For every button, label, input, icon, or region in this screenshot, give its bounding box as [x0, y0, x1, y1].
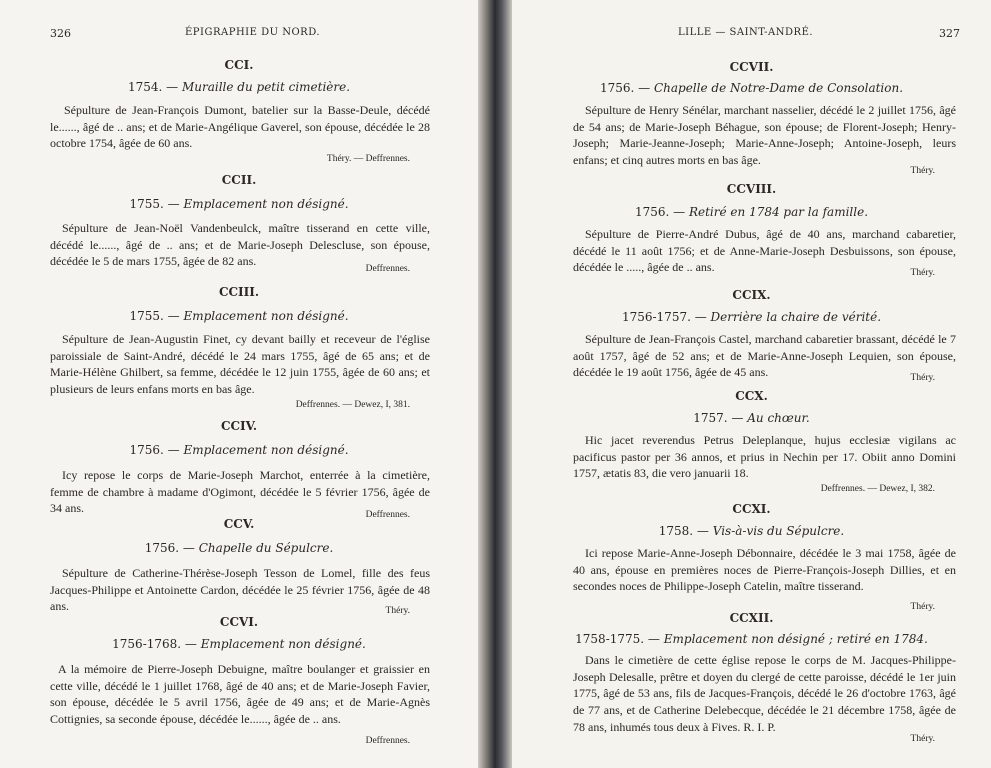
entry-date: 1754. [127, 80, 163, 94]
entry-signature: Théry. [910, 602, 935, 612]
entry-signature: Théry. [910, 373, 935, 383]
entry-signature: Deffrennes. [365, 264, 410, 274]
entry-location: Emplacement non désigné ; retiré en 1784. [663, 632, 928, 646]
entry-heading: 1756-1768. — Emplacement non désigné. [112, 637, 366, 651]
entry-heading: 1756. — Retiré en 1784 par la famille. [634, 205, 869, 219]
page-number: 327 [939, 27, 960, 40]
entry-date: 1756. [634, 205, 670, 219]
entry-text: Sépulture de Jean-Augustin Finet, cy devant bailly et receveur de l'église paroissiale de Saint-André, décédé le 24 mars 1755, âgé de 65 ans; et de Marie-Hélène Ghilbert, sa femme, décédée le 12 juin 1755, âgée de 60 ans; et plusieurs de leurs enfans morts en bas âge. [50, 332, 430, 397]
entry-date: 1756-1757. [621, 310, 691, 324]
entry-numeral: CCVI. [219, 615, 259, 629]
entry-location: Vis-à-vis du Sépulcre. [712, 524, 845, 538]
entry-numeral: CCX. [735, 389, 768, 403]
entry-text: Sépulture de Pierre-André Dubus, âgé de 40 ans, marchand cabaretier, décédé le 11 août 1756; et de Anne-Marie-Joseph Desbuissons, son épouse, décédée le ....., âgée de .. ans. [573, 227, 956, 275]
entry-numeral: CCIII. [218, 285, 260, 299]
page-number: 326 [50, 27, 71, 40]
entry-signature: Théry. [910, 268, 935, 278]
entry-location: Chapelle du Sépulcre. [198, 541, 334, 555]
entry-text: Sépulture de Henry Sénélar, marchant nasselier, décédé le 2 juillet 1756, âgé de 54 ans; de Marie-Joseph Béhague, son épouse; de Florent-Joseph; Henry-Joseph; Marie-Jeanne-Joseph; Marie-Anne-Joseph; Antoine-Joseph, leurs enfans; et cinq autres morts en bas âge. [573, 103, 956, 168]
entry-heading: 1757. — Au chœur. [693, 411, 810, 425]
entry-date: 1758-1775. [575, 632, 645, 646]
entry-signature: Deffrennes. [365, 736, 410, 746]
entry-heading: 1756-1757. — Derrière la chaire de vérité. [621, 310, 882, 324]
entry-signature: Deffrennes. — Dewez, I, 382. [820, 484, 935, 494]
entry-text: Sépulture de Jean-Noël Vandenbeulck, maître tisserand en cette ville, décédé le......, âgé de .. ans; et de Marie-Joseph Delescluse, son épouse, décédée le 5 de mars 1755, âgée de 82 ans. [50, 221, 430, 269]
book-gutter [478, 0, 512, 768]
running-head: LILLE — SAINT-ANDRÉ. [678, 27, 814, 38]
entry-location: Emplacement non désigné. [200, 637, 366, 651]
entry-location: Emplacement non désigné. [183, 443, 349, 457]
entry-numeral: CCII. [221, 173, 257, 187]
entry-date: 1757. [693, 411, 728, 425]
entry-date: 1755. [129, 309, 164, 323]
right-page [512, 0, 991, 768]
entry-text: Hic jacet reverendus Petrus Deleplanque, hujus ecclesiæ vigilans ac pacificus pastor per 36 annos, et prius in Nechin per 17. Obiit anno Domini 1757, ætatis 83, die vero januarii 18. [573, 433, 956, 481]
entry-signature: Deffrennes. — Dewez, I, 381. [295, 400, 410, 410]
entry-location: Chapelle de Notre-Dame de Consolation. [653, 81, 904, 95]
entry-location: Retiré en 1784 par la famille. [688, 205, 869, 219]
entry-location: Derrière la chaire de vérité. [710, 310, 882, 324]
entry-heading: 1756. — Chapelle du Sépulcre. [144, 541, 334, 555]
entry-numeral: CCVIII. [726, 182, 777, 196]
entry-signature: Deffrennes. [365, 510, 410, 520]
entry-location: Emplacement non désigné. [183, 309, 349, 323]
entry-heading: 1758-1775. — Emplacement non désigné ; retiré en 1784. [575, 632, 928, 646]
left-page [0, 0, 478, 768]
entry-heading: 1754. — Muraille du petit cimetière. [127, 80, 351, 94]
entry-heading: 1756. — Chapelle de Notre-Dame de Consolation. [599, 81, 904, 95]
entry-date: 1755. [129, 197, 164, 211]
entry-date: 1758. [658, 524, 694, 538]
entry-numeral: CCI. [224, 58, 254, 72]
entry-text: Ici repose Marie-Anne-Joseph Débonnaire, décédée le 3 mai 1758, âgée de 40 ans, épouse en premières noces de Pierre-François-Joseph Dillies, et en secondes noces de Philippe-Joseph Catelin, maître tisserand. [573, 546, 956, 594]
entry-text: Icy repose le corps de Marie-Joseph Marchot, enterrée à la cimetière, femme de chambre à madame d'Ogimont, décédée le 5 février 1756, âgée de 34 ans. [50, 468, 430, 516]
entry-text: Sépulture de Jean-François Castel, marchand cabaretier brassant, décédé le 7 août 1757, âgé de 52 ans; et de Marie-Anne-Joseph Lequien, son épouse, décédée le 19 août 1756, âgée de 45 ans. [573, 332, 956, 380]
entry-text: Sépulture de Catherine-Thérèse-Joseph Tesson de Lomel, fille des feus Jacques-Philippe et Antoinette Cardon, décédée le 25 février 1756, âgée de 48 ans. [50, 566, 430, 614]
entry-heading: 1755. — Emplacement non désigné. [129, 197, 349, 211]
entry-heading: 1756. — Emplacement non désigné. [129, 443, 349, 457]
entry-location: Muraille du petit cimetière. [181, 80, 351, 94]
entry-date: 1756. [144, 541, 180, 555]
entry-location: Au chœur. [747, 411, 810, 425]
entry-date: 1756. [129, 443, 164, 457]
entry-numeral: CCIV. [220, 419, 258, 433]
entry-text: Dans le cimetière de cette église repose le corps de M. Jacques-Philippe-Joseph Delesalle, prêtre et doyen du clergé de cette paroisse, décédé le 1er juin 1775, âgé de 53 ans, fils de Jacques-François, décédé le 26 d'octobre 1763, âgé de 77 ans, et de Catherine Delebecque, décédée le 21 décembre 1758, âgée de 78 ans, inhumés tous deux à Fives. R. I. P. [573, 653, 956, 734]
entry-heading: 1758. — Vis-à-vis du Sépulcre. [658, 524, 845, 538]
entry-numeral: CCVII. [729, 60, 774, 74]
entry-location: Emplacement non désigné. [183, 197, 349, 211]
entry-numeral: CCV. [223, 517, 255, 531]
entry-numeral: CCXI. [732, 502, 771, 516]
running-head: ÉPIGRAPHIE DU NORD. [185, 27, 321, 38]
entry-heading: 1755. — Emplacement non désigné. [129, 309, 349, 323]
entry-text: A la mémoire de Pierre-Joseph Debuigne, maître boulanger et graissier en cette ville, décédé le 1 juillet 1768, âgé de 40 ans; et de Marie-Joseph Favier, son épouse, décédée le 5 avril 1756, âgée de 49 ans; et de Marie-Agnès Cottignies, sa seconde épouse, décédée le......, âgée de .. ans. [50, 662, 430, 727]
entry-text: Sépulture de Jean-François Dumont, batelier sur la Basse-Deule, décédé le......, âgé de .. ans; et de Marie-Angélique Gaverel, son épouse, décédée le 28 octobre 1754, âgée de 60 ans. [50, 103, 430, 151]
entry-signature: Théry. [385, 606, 410, 616]
entry-signature: Théry. — Deffrennes. [326, 154, 410, 164]
entry-date: 1756. [599, 81, 635, 95]
entry-numeral: CCIX. [732, 288, 771, 302]
entry-signature: Théry. [910, 166, 935, 176]
entry-numeral: CCXII. [729, 611, 774, 625]
entry-signature: Théry. [910, 734, 935, 744]
entry-date: 1756-1768. [112, 637, 182, 651]
